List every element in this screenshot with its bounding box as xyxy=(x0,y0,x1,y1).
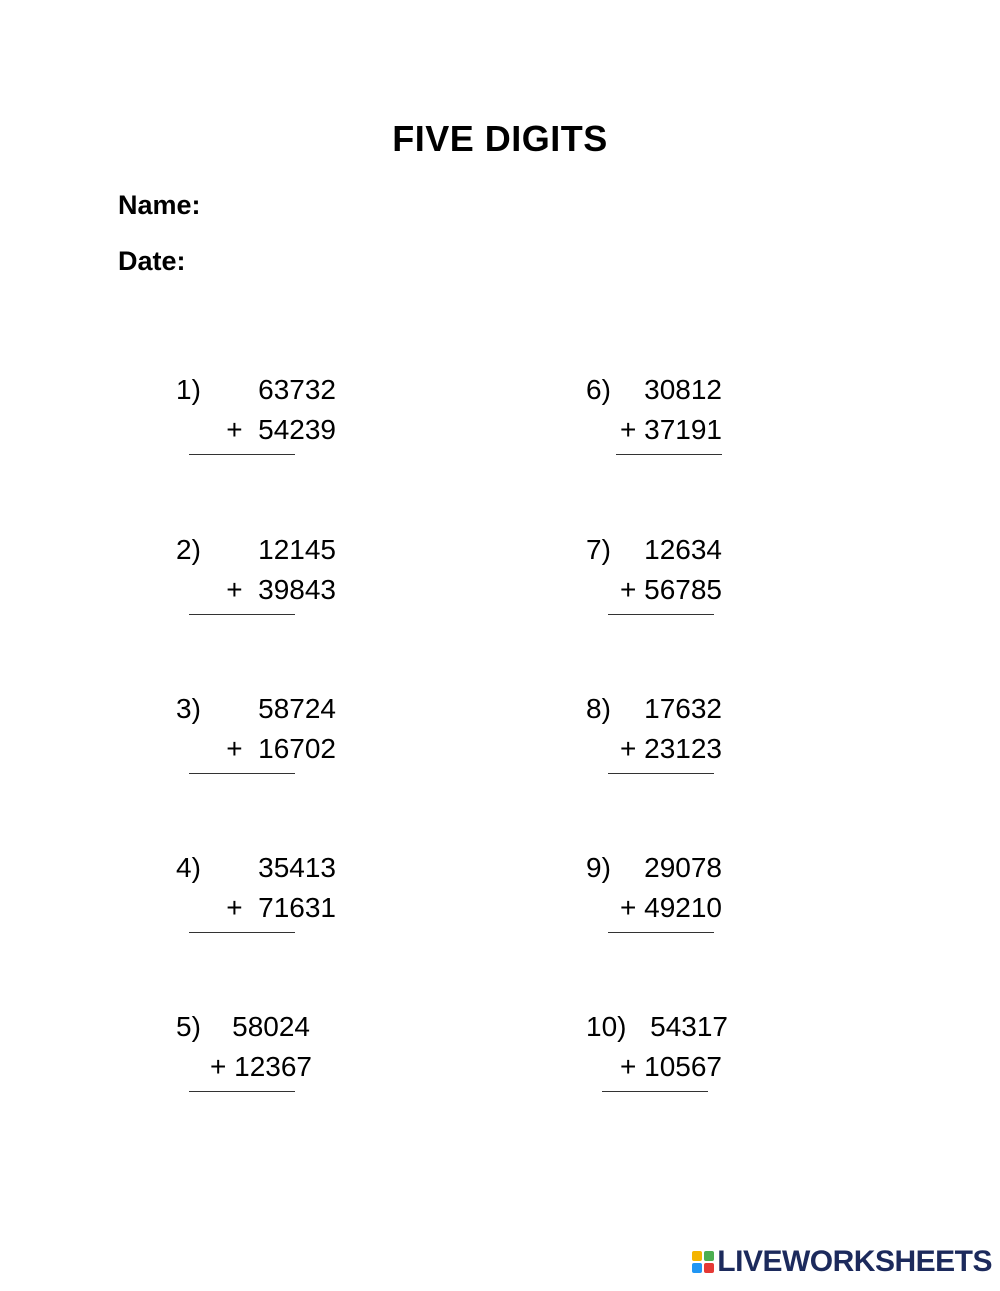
problem-6 xyxy=(586,374,722,484)
top-addend: 58024 xyxy=(232,1011,310,1042)
liveworksheets-logo xyxy=(692,1245,992,1279)
answer-line[interactable] xyxy=(608,614,714,615)
liveworksheets-logo-icon xyxy=(692,1251,714,1273)
problem-number: 4) xyxy=(176,852,201,883)
worksheet-title: FIVE DIGITS xyxy=(392,118,608,159)
bottom-addend: + 23123 xyxy=(620,733,722,764)
problem-2 xyxy=(176,534,336,644)
answer-line[interactable] xyxy=(616,454,722,455)
problem-number: 6) xyxy=(586,374,611,405)
top-addend: 58724 xyxy=(258,693,336,724)
problem-number: 2) xyxy=(176,534,201,565)
problem-number: 8) xyxy=(586,693,611,724)
answer-line[interactable] xyxy=(189,1091,295,1092)
bottom-addend: + 56785 xyxy=(620,574,722,605)
top-addend: 54317 xyxy=(650,1011,728,1042)
bottom-addend: + 16702 xyxy=(226,733,336,764)
top-addend: 35413 xyxy=(258,852,336,883)
bottom-addend: + 71631 xyxy=(226,892,336,923)
answer-line[interactable] xyxy=(608,773,714,774)
top-addend: 30812 xyxy=(644,374,722,405)
name-label: Name: xyxy=(118,190,201,220)
problem-number: 10) xyxy=(586,1011,627,1042)
bottom-addend: + 12367 xyxy=(210,1051,312,1082)
answer-line[interactable] xyxy=(189,773,295,774)
problem-number: 9) xyxy=(586,852,611,883)
answer-line[interactable] xyxy=(608,932,714,933)
problem-8 xyxy=(586,693,722,803)
problem-number: 1) xyxy=(176,374,201,405)
problem-4 xyxy=(176,852,336,962)
bottom-addend: + 10567 xyxy=(620,1051,722,1082)
bottom-addend: + 39843 xyxy=(226,574,336,605)
logo-text: LIVEWORKSHEETS xyxy=(717,1245,992,1278)
problem-5 xyxy=(176,1011,312,1121)
top-addend: 12145 xyxy=(258,534,336,565)
problem-10 xyxy=(586,1011,728,1121)
answer-line[interactable] xyxy=(189,932,295,933)
bottom-addend: + 49210 xyxy=(620,892,722,923)
bottom-addend: + 37191 xyxy=(620,414,722,445)
bottom-addend: + 54239 xyxy=(226,414,336,445)
problem-9 xyxy=(586,852,722,962)
problem-number: 7) xyxy=(586,534,611,565)
problem-number: 5) xyxy=(176,1011,201,1042)
top-addend: 29078 xyxy=(644,852,722,883)
top-addend: 12634 xyxy=(644,534,722,565)
answer-line[interactable] xyxy=(189,614,295,615)
problem-1 xyxy=(176,374,336,484)
top-addend: 63732 xyxy=(258,374,336,405)
problem-7 xyxy=(586,534,722,644)
top-addend: 17632 xyxy=(644,693,722,724)
problem-number: 3) xyxy=(176,693,201,724)
answer-line[interactable] xyxy=(602,1091,708,1092)
answer-line[interactable] xyxy=(189,454,295,455)
date-label: Date: xyxy=(118,246,186,276)
problem-3 xyxy=(176,693,336,803)
